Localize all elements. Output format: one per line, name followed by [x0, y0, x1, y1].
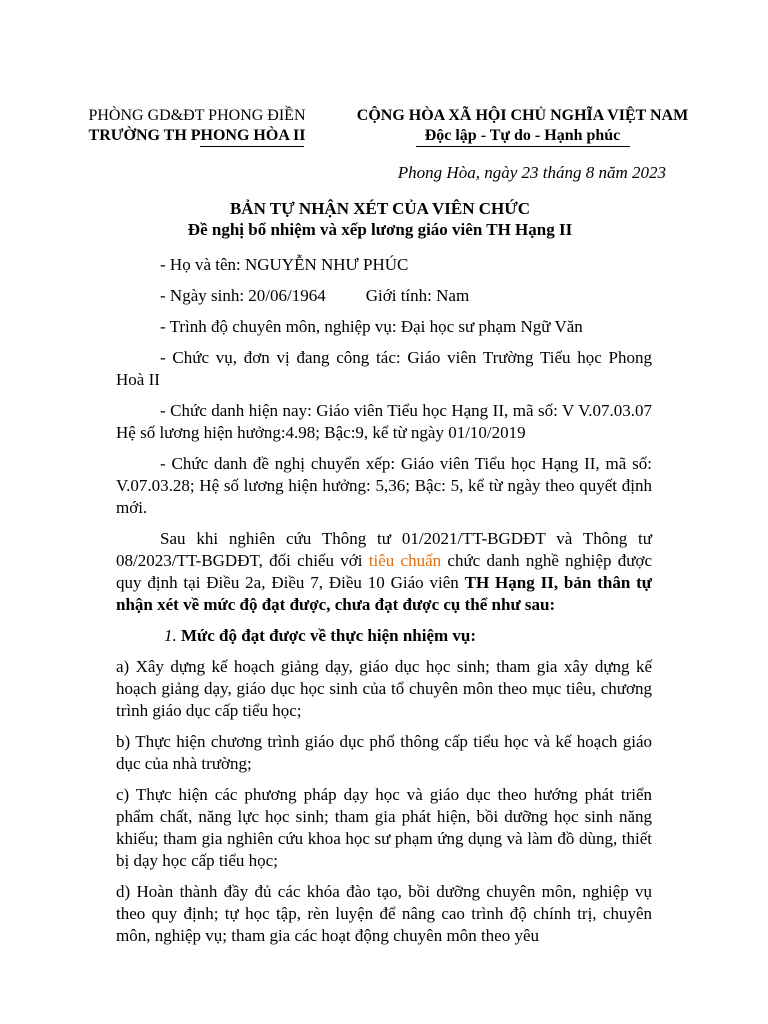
info-gender: Giới tính: Nam — [365, 286, 470, 305]
info-qualification: - Trình độ chuyên môn, nghiệp vụ: Đại học sư phạm Ngữ Văn — [160, 317, 583, 336]
republic-name: CỘNG HÒA XÃ HỘI CHỦ NGHĨA VIỆT NAM — [356, 107, 689, 124]
item-a: a) Xây dựng kế hoạch giảng dạy, giáo dục học sinh; tham gia xây dựng kế hoạch giảng dạy, giáo dục học sinh của tổ chuyên môn theo mục tiêu, chương trình giáo dục cấp tiểu học; — [116, 657, 652, 720]
title-main: BẢN TỰ NHẬN XÉT CỦA VIÊN CHỨC — [229, 199, 531, 218]
school-name: TRƯỜNG TH PHONG HÒA II — [88, 127, 306, 144]
document-body — [116, 254, 652, 956]
info-proposed-title: - Chức danh đề nghị chuyển xếp: Giáo viên Tiểu học Hạng II, mã số: V.07.03.28; Hệ số lương hiện hưởng: 5,36; Bậc: 5, kể từ ngày theo quyết định mới. — [116, 454, 652, 517]
header-right — [335, 106, 710, 147]
info-dob: - Ngày sinh: 20/06/1964 — [160, 286, 326, 305]
school-underline — [200, 146, 304, 147]
national-motto: Độc lập - Tự do - Hạnh phúc — [424, 127, 621, 144]
place-date: Phong Hòa, ngày 23 tháng 8 năm 2023 — [397, 163, 666, 182]
section-1-heading: 1. Mức độ đạt được về thực hiện nhiệm vụ: — [164, 626, 477, 645]
info-dob-gender — [116, 285, 652, 307]
title-sub: Đề nghị bổ nhiệm và xếp lương giáo viên TH Hạng II — [187, 220, 573, 239]
info-current-title: - Chức danh hiện nay: Giáo viên Tiểu học Hạng II, mã số: V V.07.03.07 Hệ số lương hiện hưởng:4.98; Bậc:9, kể từ ngày 01/10/2019 — [116, 401, 652, 442]
department-name: PHÒNG GD&ĐT PHONG ĐIỀN — [88, 107, 306, 124]
document-title — [100, 198, 660, 240]
motto-underline — [416, 146, 630, 147]
item-b: b) Thực hiện chương trình giáo dục phổ thông cấp tiểu học và kế hoạch giáo dục của nhà trường; — [116, 732, 652, 773]
item-c: c) Thực hiện các phương pháp dạy học và giáo dục theo hướng phát triển phẩm chất, năng lực học sinh; tham gia phát hiện, bồi dưỡng học sinh năng khiếu; tham gia nghiên cứu khoa học sư phạm ứng dụng và làm đồ dùng, thiết bị dạy học cấp tiểu học; — [116, 785, 652, 870]
info-position: - Chức vụ, đơn vị đang công tác: Giáo viên Trường Tiểu học Phong Hoà II — [116, 348, 652, 389]
info-name: - Họ và tên: NGUYỄN NHƯ PHÚC — [160, 255, 409, 274]
highlight-text: tiêu chuẩn — [368, 551, 442, 570]
item-d: d) Hoàn thành đầy đủ các khóa đào tạo, bồi dưỡng chuyên môn, nghiệp vụ theo quy định; tự học tập, rèn luyện để nâng cao trình độ chính trị, chuyên môn, nghiệp vụ; tham gia các hoạt động chuyên môn theo yêu — [116, 882, 652, 945]
intro-paragraph: Sau khi nghiên cứu Thông tư 01/2021/TT-BGDĐT và Thông tư 08/2023/TT-BGDĐT, đối chiếu với tiêu chuẩn chức danh nghề nghiệp được quy định tại Điều 2a, Điều 7, Điều 10 Giáo viên TH Hạng II, bản thân tự nhận xét về mức độ đạt được, chưa đạt được cụ thể như sau: — [116, 529, 652, 614]
header-left — [72, 106, 322, 147]
